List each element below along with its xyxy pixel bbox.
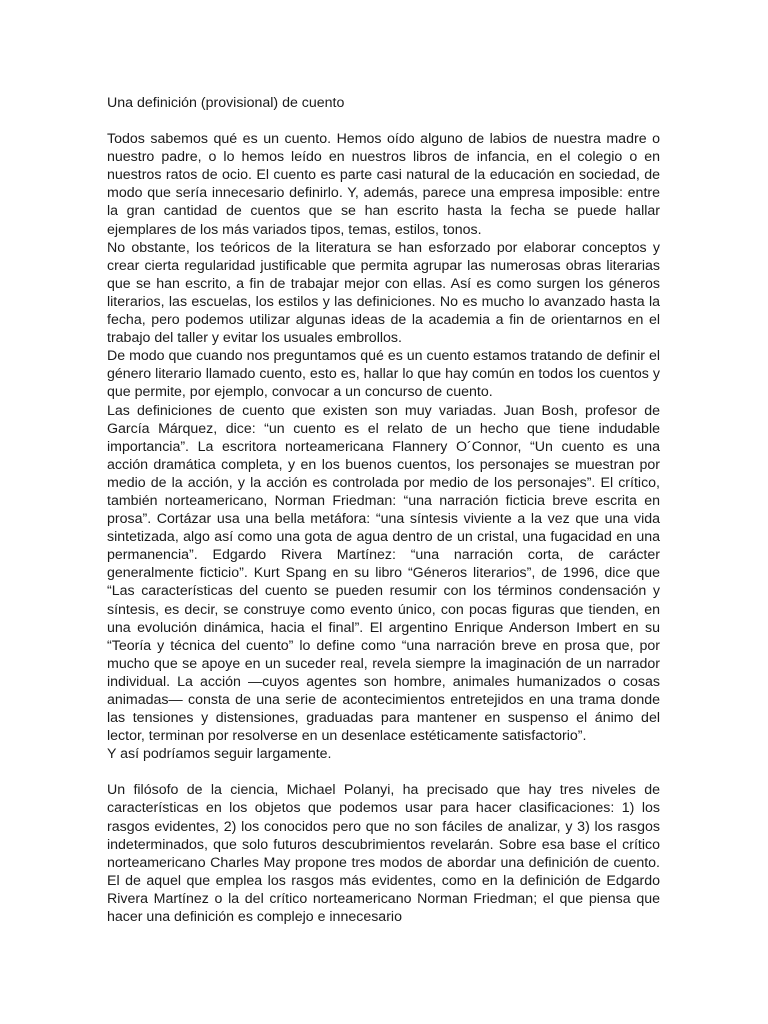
paragraph-theorists: No obstante, los teóricos de la literatura se han esforzado por elaborar conceptos y crear cierta regularidad justificable que permita agrupar las numerosas obras literarias que se han escrito, a fin de trabajar mejor con ellas. Así es como surgen los géneros literarios, las escuelas, los estilos y las definiciones. No es mucho lo avanzado hasta la fecha, pero podemos utilizar algunas ideas de la academia a fin de orientarnos en el trabajo del taller y evitar los usuales embrollos. <box>107 239 660 347</box>
paragraph-continue: Y así podríamos seguir largamente. <box>107 746 332 763</box>
document-title: Una definición (provisional) de cuento <box>107 95 345 111</box>
paragraph-spacer <box>107 763 660 781</box>
document-body <box>107 94 660 926</box>
paragraph-polanyi: Un filósofo de la ciencia, Michael Polanyi, ha precisado que hay tres niveles de características en los objetos que podemos usar para hacer clasificaciones: 1) los rasgos evidentes, 2) los conocidos pero que no son fáciles de analizar, y 3) los rasgos indeterminados, que solo futuros descubrimientos revelarán. Sobre esa base el crítico norteamericano Charles May propone tres modos de abordar una definición de cuento. El de aquel que emplea los rasgos más evidentes, como en la definición de Edgardo Rivera Martínez o la del crítico norteamericano Norman Friedman; el que piensa que hacer una definición es complejo e innecesario <box>107 782 660 926</box>
paragraph-question: De modo que cuando nos preguntamos qué es un cuento estamos tratando de definir el género literario llamado cuento, esto es, hallar lo que hay común en todos los cuentos y que permite, por ejemplo, convocar a un concurso de cuento. <box>107 348 660 401</box>
paragraph-intro: Todos sabemos qué es un cuento. Hemos oído alguno de labios de nuestra madre o nuestro padre, o lo hemos leído en nuestros libros de infancia, en el colegio o en nuestros ratos de ocio. El cuento es parte casi natural de la educación en sociedad, de modo que sería innecesario definirlo. Y, además, parece una empresa imposible: entre la gran cantidad de cuentos que se han escrito hasta la fecha se puede hallar ejemplares de los más variados tipos, temas, estilos, tonos. <box>107 131 660 238</box>
paragraph-definitions: Las definiciones de cuento que existen son muy variadas. Juan Bosh, profesor de García Márquez, dice: “un cuento es el relato de un hecho que tiene indudable importancia”. La escritora norteamericana Flannery O´Connor, “Un cuento es una acción dramática completa, y en los buenos cuentos, los personajes se muestran por medio de la acción, y la acción es controlada por medio de los personajes”. El crítico, también norteamericano, Norman Friedman: “una narración ficticia breve escrita en prosa”. Cortázar usa una bella metáfora: “una síntesis viviente a la vez que una vida sintetizada, algo así como una gota de agua dentro de un cristal, una fugacidad en una permanencia”. Edgardo Rivera Martínez: “una narración corta, de carácter generalmente ficticio”. Kurt Spang en su libro “Géneros literarios”, de 1996, dice que “Las características del cuento se pueden resumir con los términos condensación y síntesis, es decir, se construye como evento único, con pocas figuras que tienden, en una evolución dinámica, hacia el final”. El argentino Enrique Anderson Imbert en su “Teoría y técnica del cuento” lo define como “una narración breve en prosa que, por mucho que se apoye en un suceder real, revela siempre la imaginación de un narrador individual. La acción —cuyos agentes son hombre, animales humanizados o cosas animadas— consta de una serie de acontecimientos entretejidos en una trama donde las tensiones y distensiones, graduadas para mantener en suspenso el ánimo del lector, terminan por resolverse en un desenlace estéticamente satisfactorio”. <box>107 402 660 745</box>
